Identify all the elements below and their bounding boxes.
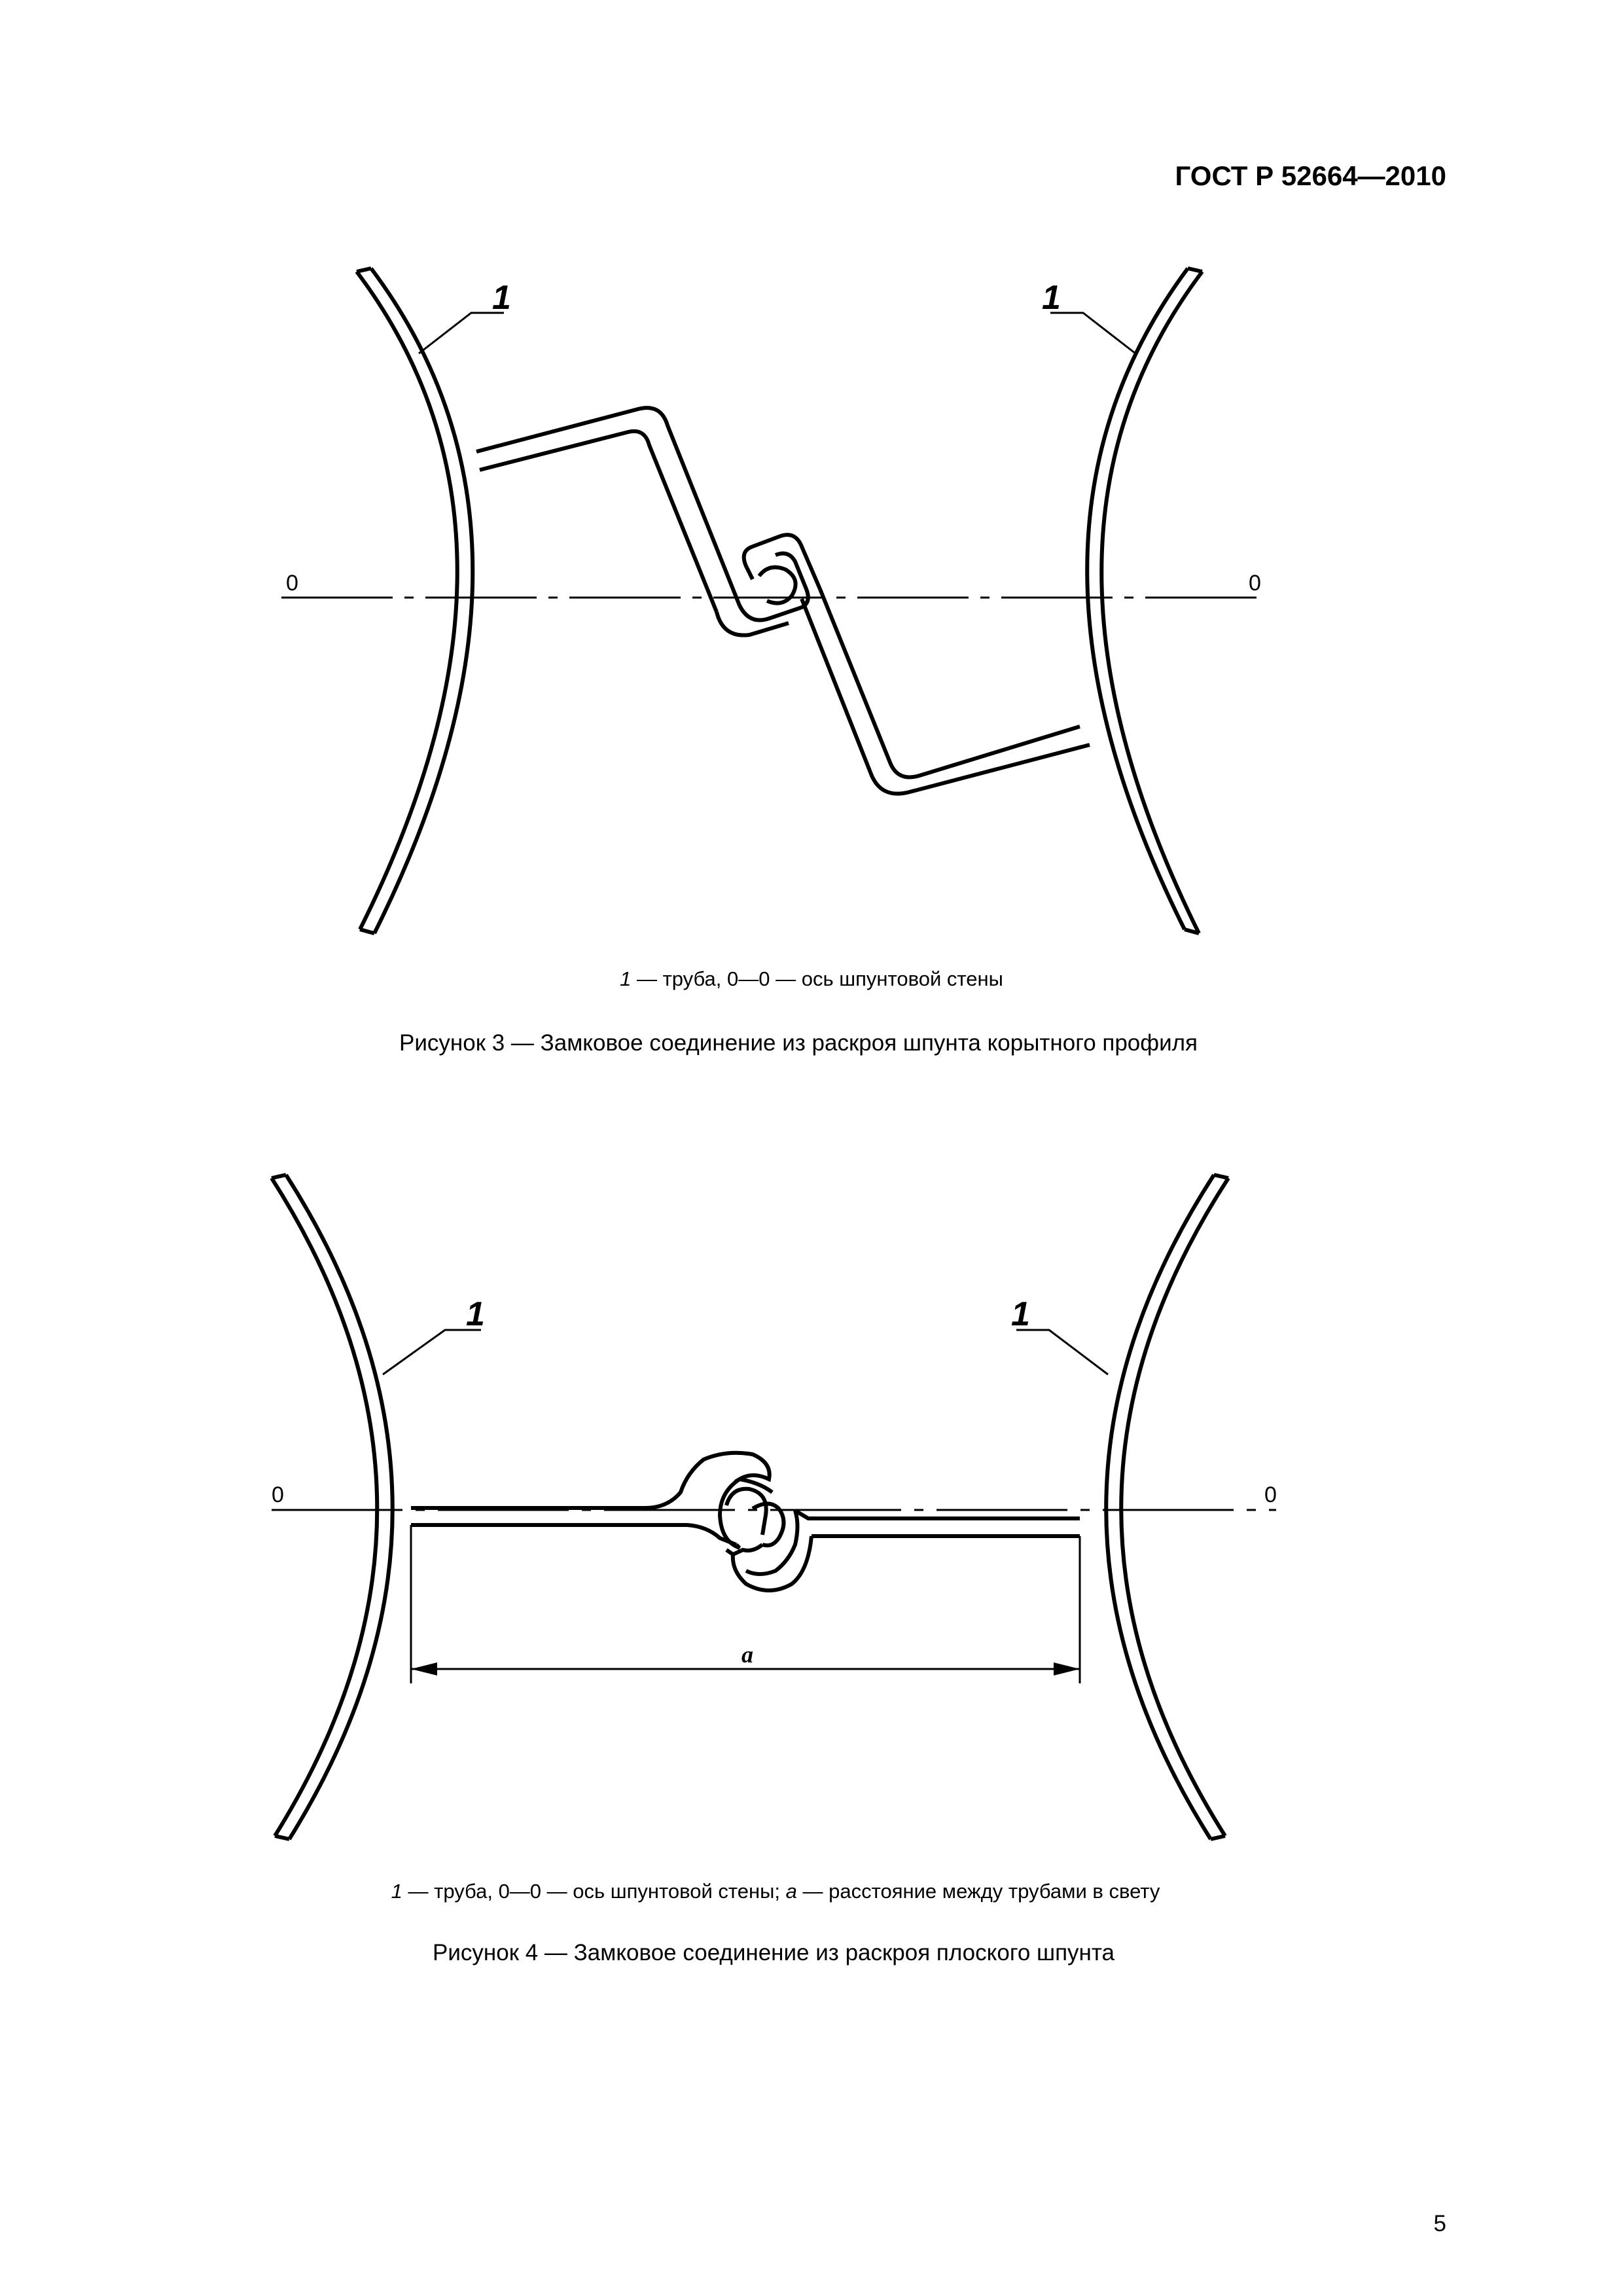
- sheet-pile-lower-arm-inner: [802, 599, 1090, 794]
- legend-text: — труба, 0—0 — ось шпунтовой стены: [631, 967, 1003, 990]
- pipe-label-left: 1: [492, 279, 511, 317]
- figure-3-drawing: [0, 249, 1623, 969]
- page-number: 5: [1433, 2211, 1446, 2236]
- legend-variable: a: [785, 1880, 797, 1903]
- lock-joint: [740, 554, 808, 620]
- axis-label-left: 0: [286, 571, 298, 596]
- flat-sheet-pile-right: [795, 1511, 1080, 1536]
- axis-label-right: 0: [1264, 1482, 1277, 1507]
- legend-text-part2: — расстояние между трубами в свету: [796, 1880, 1160, 1903]
- figure-4-legend: [0, 1880, 1587, 1903]
- flat-sheet-pile-top: [411, 1453, 772, 1508]
- legend-number: 1: [620, 967, 632, 990]
- sheet-pile-lower-arm: [820, 589, 1080, 778]
- pipe-label-left: 1: [466, 1295, 485, 1333]
- legend-text-part1: — труба, 0—0 — ось шпунтовой стены;: [402, 1880, 786, 1903]
- figure-3-legend: [0, 967, 1623, 991]
- figure-3-caption: Рисунок 3 — Замковое соединение из раскроя шпунта корытного профиля: [399, 1030, 1198, 1056]
- pipe-left-wall: [357, 272, 457, 929]
- pipe-right-wall-inner: [1101, 272, 1202, 933]
- axis-label-right: 0: [1249, 571, 1261, 596]
- flat-sheet-pile-bottom: [411, 1525, 736, 1545]
- pipe-right-wall-inner: [1121, 1178, 1228, 1836]
- legend-number: 1: [391, 1880, 402, 1903]
- figure-4-drawing: [0, 1152, 1623, 1852]
- document-standard-number: ГОСТ Р 52664—2010: [1175, 160, 1446, 191]
- dimension-label: a: [741, 1641, 753, 1668]
- pipe-label-right: 1: [1042, 279, 1061, 317]
- axis-label-left: 0: [272, 1482, 284, 1507]
- pipe-label-right: 1: [1011, 1295, 1030, 1333]
- figure-4-caption: Рисунок 4 — Замковое соединение из раскроя плоского шпунта: [433, 1940, 1115, 1965]
- pipe-left-wall: [272, 1178, 377, 1836]
